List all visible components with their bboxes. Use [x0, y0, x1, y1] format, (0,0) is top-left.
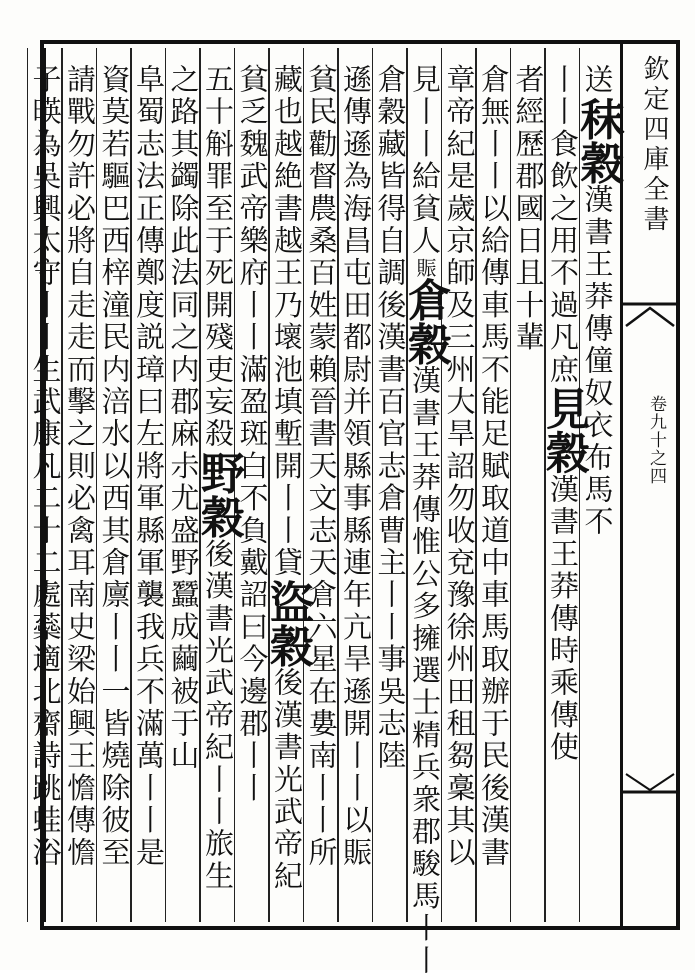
text-run: 資莫若驅巴西梓潼民内涪水以西其倉廪丨丨一皆燒除彼至: [97, 64, 132, 869]
headword: 野穀: [193, 450, 244, 539]
small-note: 賑: [413, 257, 437, 278]
text-column: [443, 64, 477, 914]
text-run: 詔曰今邊郡丨丨: [235, 579, 270, 805]
text-run: 漢書王莽傳惟公多擁選士精兵衆郡駿馬丨丨: [408, 365, 442, 977]
fish-tail-bottom-icon: [622, 770, 678, 798]
text-run: 倉無丨丨以給傳車馬不能足賦取道中車馬取辦于民後漢書: [477, 64, 511, 869]
text-column: [63, 64, 97, 914]
headword: 見穀: [538, 386, 589, 474]
text-column: [572, 64, 624, 914]
text-column: [193, 64, 244, 914]
text-column: [374, 64, 408, 914]
spine-book-title: 欽定四庫全書: [639, 55, 669, 235]
text-column: [167, 64, 201, 914]
spine-volume-label: 卷九十之四: [646, 395, 666, 485]
text-run: 貧民勸督農桑百姓蒙賴晉書天文志天倉六星在婁南丨丨所: [304, 64, 339, 869]
text-run: 後漢書光武帝紀丨丨旅生: [201, 538, 235, 893]
fish-tail-ornament-icon: [622, 300, 678, 330]
text-column: [262, 64, 313, 914]
text-run: 遜傳遜為海昌屯田都尉并領縣事縣連年亢旱遜開丨丨以賑: [339, 64, 373, 869]
text-run: 藏皆得自調後漢書百官志倉曹主丨丨事吳志陸: [373, 128, 408, 773]
headword: 盜穀: [262, 579, 313, 668]
text-run: 送: [580, 64, 615, 97]
text-run: 章帝紀是歲京師及三州大旱詔勿收兗豫徐州田租芻稾其以: [442, 64, 477, 869]
text-column: [477, 64, 511, 914]
text-column: [400, 64, 451, 977]
text-run: 五十斛罪至于死開殘吏妄殺: [201, 64, 235, 451]
text-run: 漢書王莽傳僮奴衣布馬不: [580, 184, 615, 539]
headword: 倉穀: [400, 277, 451, 366]
text-run: 者經歷郡國日且十輩: [511, 64, 546, 354]
text-run: 後漢書光武帝紀: [270, 667, 304, 893]
headword: 秣穀: [572, 96, 624, 185]
text-column: [538, 64, 589, 914]
text-column: [132, 64, 166, 914]
text-run: 見丨丨給貧人: [408, 64, 442, 258]
text-run: 請戰勿許必將自走走而擊之則必禽耳南史梁始興王憺傳憺: [63, 64, 97, 869]
text-run: 貧乏魏武帝樂府丨丨滿盈斑白不負戴: [235, 64, 270, 580]
text-run: 漢書王莽傳時乘傳使: [546, 474, 580, 764]
text-run: 丨丨食飲之用不過凡庶: [546, 64, 580, 386]
text-column: [339, 64, 373, 914]
text-run: 倉穀: [373, 64, 408, 129]
text-run: 子暎為吳興太守丨丨生武康凡二十二處蘂適北齋詩跳蛙浴: [28, 64, 63, 869]
text-run: 麻尗尤盛野蠶成繭被于山: [166, 418, 201, 773]
text-run: 阜蜀志法正傳鄭度説璋曰左將軍縣軍襲我兵不滿萬丨丨是: [132, 64, 166, 869]
text-run: 藏也越絶書越王乃壞池填塹開丨丨貸: [270, 64, 304, 580]
text-column: [512, 64, 546, 914]
text-column: [29, 64, 63, 914]
text-column: [98, 64, 132, 914]
text-column: [305, 64, 339, 914]
text-run: 之路其蠲除此法同之内郡: [166, 64, 201, 419]
